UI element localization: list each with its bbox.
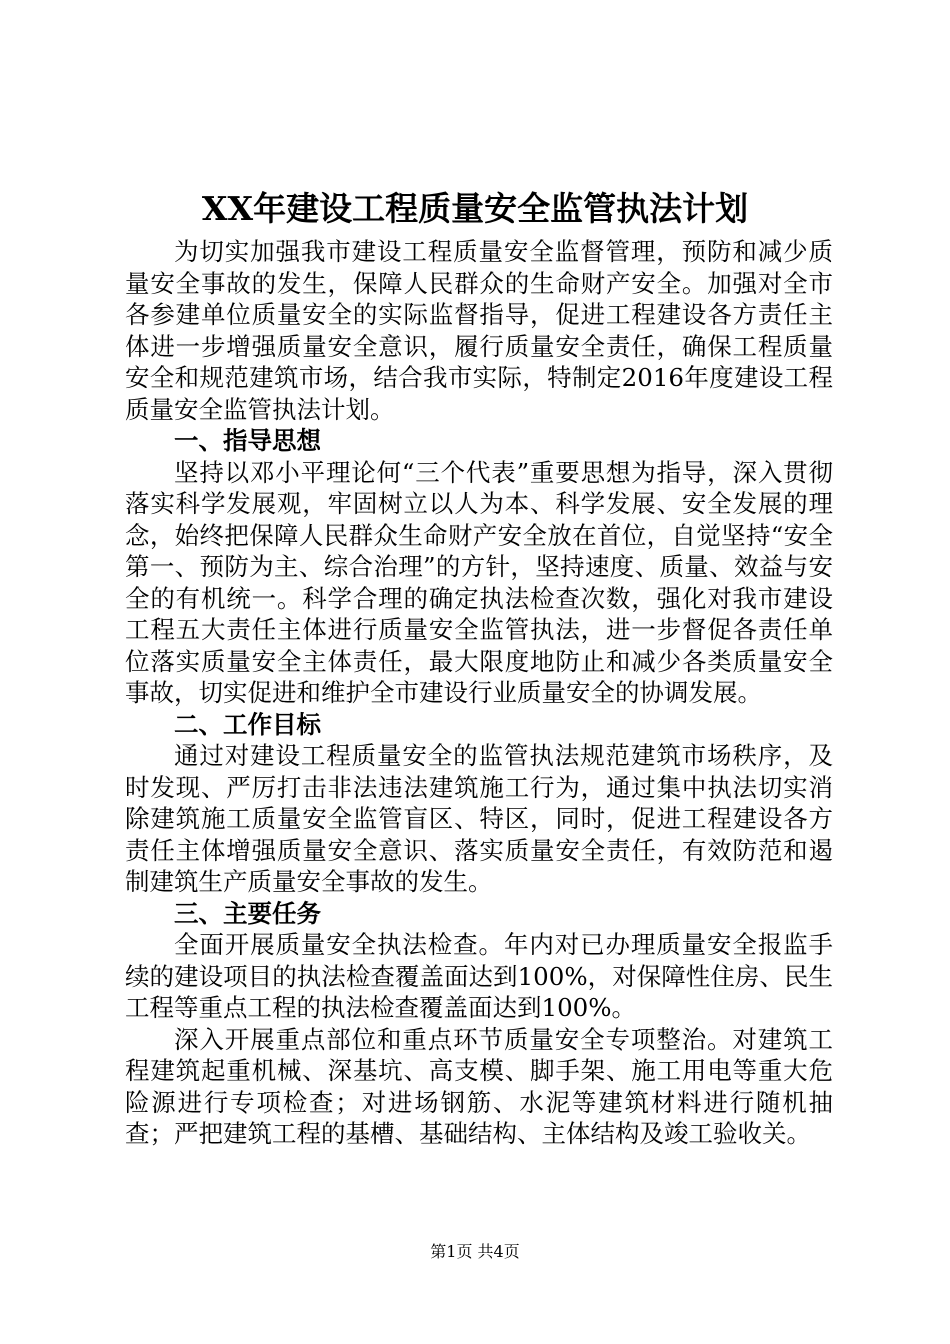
guiding-ideology-paragraph: 坚持以邓小平理论何“三个代表”重要思想为指导，深入贯彻落实科学发展观，牢固树立以人为本、科学发展、安全发展的理念，始终把保障人民群众生命财产安全放在首位，自觉坚持“安全第一、预防为主、综合治理”的方针，坚持速度、质量、效益与安全的有机统一。科学合理的确定执法检查次数，强化对我市建设工程五大责任主体进行质量安全监管执法，进一步督促各责任单位落实质量安全主体责任，最大限度地防止和减少各类质量安全事故，切实促进和维护全市建设行业质量安全的协调发展。 [125, 457, 833, 707]
section-heading-work-goals: 二、工作目标 [174, 709, 321, 739]
document-title: XX年建设工程质量安全监管执法计划 [201, 189, 749, 228]
main-tasks-paragraph-1: 全面开展质量安全执法检查。年内对已办理质量安全报监手续的建设项目的执法检查覆盖面达到100%，对保障性住房、民生工程等重点工程的执法检查覆盖面达到100%。 [125, 930, 833, 1022]
work-goals-paragraph: 通过对建设工程质量安全的监管执法规范建筑市场秩序，及时发现、严厉打击非法违法建筑施工行为，通过集中执法切实消除建筑施工质量安全监管盲区、特区，同时，促进工程建设各方责任主体增强质量安全意识、落实质量安全责任，有效防范和遏制建筑生产质量安全事故的发生。 [125, 741, 833, 896]
document-body [125, 236, 833, 1150]
section-heading-guiding-ideology: 一、指导思想 [174, 426, 321, 455]
main-tasks-paragraph-2: 深入开展重点部位和重点环节质量安全专项整治。对建筑工程建筑起重机械、深基坑、高支模、脚手架、施工用电等重大危险源进行专项检查；对进场钢筋、水泥等建筑材料进行随机抽查；严把建筑工程的基槽、基础结构、主体结构及竣工验收关。 [125, 1024, 833, 1148]
intro-paragraph: 为切实加强我市建设工程质量安全监督管理，预防和减少质量安全事故的发生，保障人民群众的生命财产安全。加强对全市各参建单位质量安全的实际监督指导，促进工程建设各方责任主体进一步增强质量安全意识，履行质量安全责任，确保工程质量安全和规范建筑市场，结合我市实际，特制定2016年度建设工程质量安全监管执法计划。 [125, 237, 833, 424]
page-footer: 第1页 共4页 [430, 1242, 520, 1261]
section-heading-main-tasks: 三、主要任务 [174, 898, 321, 928]
